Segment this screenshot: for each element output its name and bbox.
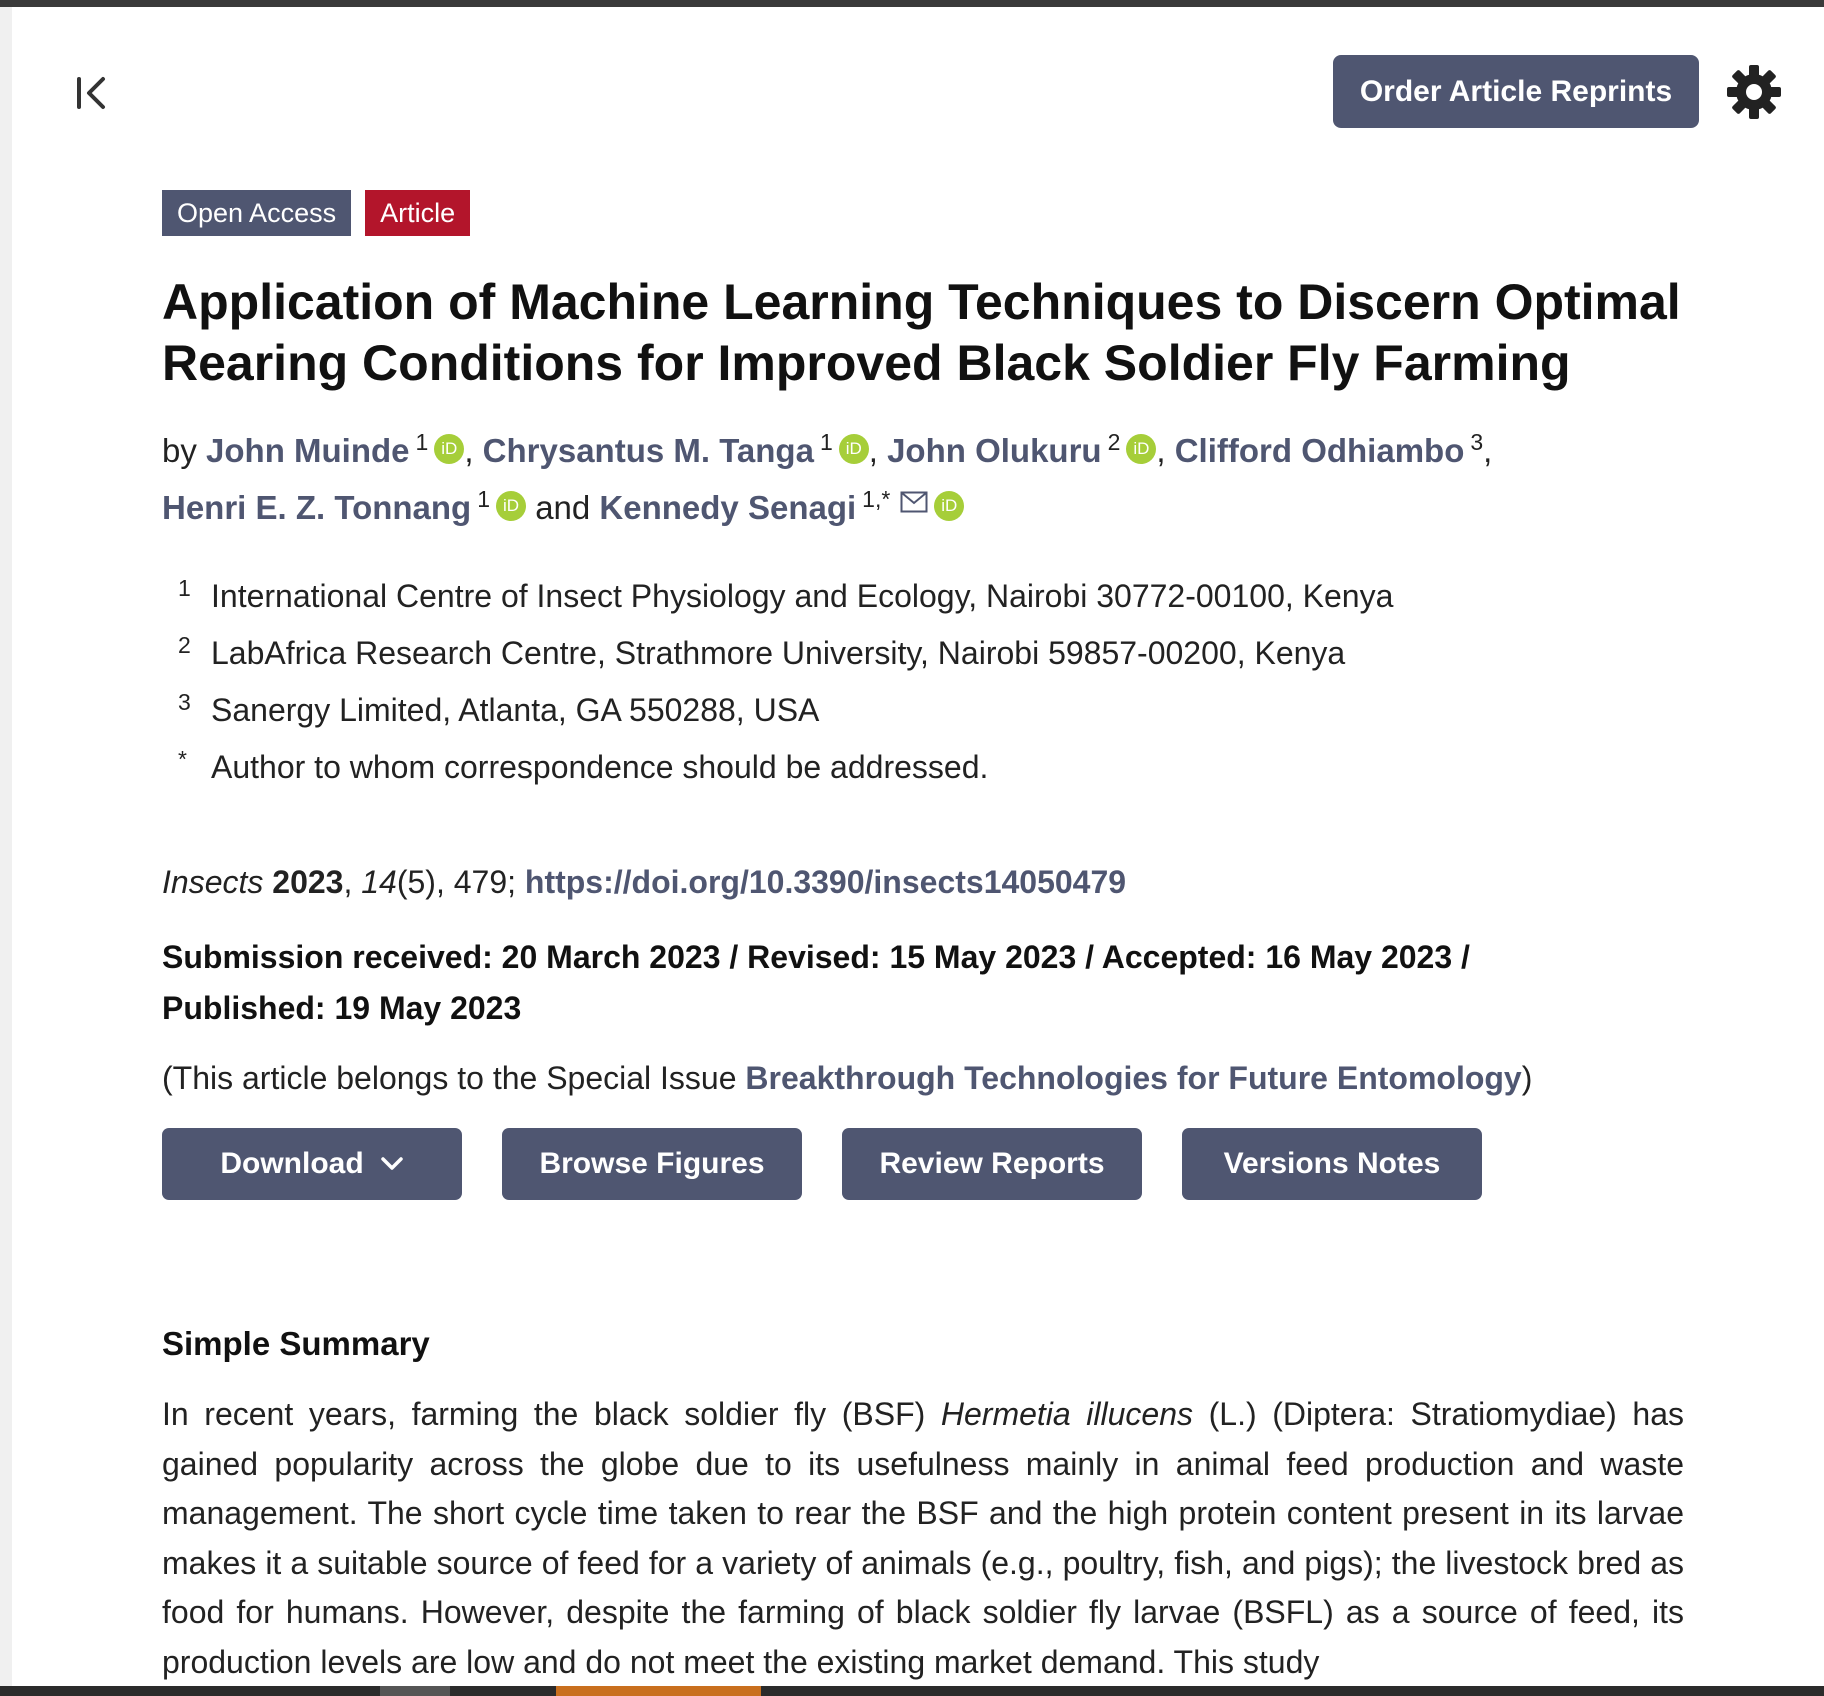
- affiliation-text: LabAfrica Research Centre, Strathmore University, Nairobi 59857-00200, Kenya: [211, 635, 1346, 671]
- article-content: [162, 190, 1684, 1687]
- author-link[interactable]: Chrysantus M. Tanga: [482, 432, 814, 469]
- affiliation-item: [178, 568, 1684, 625]
- article-actions: [162, 1128, 1684, 1200]
- article-badges: [162, 190, 1684, 236]
- special-issue-link[interactable]: Breakthrough Technologies for Future Entomology: [745, 1060, 1522, 1096]
- taskbar-strip: [0, 1686, 1824, 1696]
- affiliation-text: International Centre of Insect Physiology and Ecology, Nairobi 30772-00100, Kenya: [211, 578, 1394, 614]
- citation-volume: 14: [361, 864, 397, 900]
- author-link[interactable]: Clifford Odhiambo: [1174, 432, 1465, 469]
- author-list: by John Muinde $^1$ iD , Chrysantus M. Tanga $^1$ iD , John Olukuru $^2$ iD , Clifford Odhiambo $^3$, Henri E. Z. Tonnang $^1$ iD and Kennedy Senagi $^{1,*}$ iD: [162, 429, 1493, 526]
- review-reports-button[interactable]: Review Reports: [842, 1128, 1142, 1200]
- gear-icon: [1725, 63, 1783, 121]
- simple-summary-heading: Simple Summary: [162, 1325, 430, 1362]
- taskbar-item-active: [556, 1686, 761, 1696]
- doi-link[interactable]: https://doi.org/10.3390/insects14050479: [524, 864, 1127, 900]
- collapse-sidebar-button[interactable]: [70, 70, 116, 116]
- download-button[interactable]: [162, 1128, 462, 1200]
- author-link[interactable]: Henri E. Z. Tonnang: [162, 489, 472, 526]
- chevron-down-icon: [380, 1156, 404, 1172]
- affiliation-number: 2: [178, 632, 191, 658]
- and-label: and: [535, 489, 591, 526]
- author-affiliation: 3: [1470, 429, 1484, 455]
- collapse-left-icon: [73, 73, 113, 113]
- affiliation-number: *: [178, 746, 187, 772]
- article-title: Application of Machine Learning Techniques to Discern Optimal Rearing Conditions for Improved Black Soldier Fly Farming: [162, 274, 1681, 391]
- window-top-border: [0, 0, 1824, 7]
- citation-issue-pages: (5), 479;: [396, 864, 516, 900]
- species-name: Hermetia illucens: [940, 1396, 1194, 1432]
- author-affiliation: 1: [415, 429, 429, 455]
- orcid-icon[interactable]: iD: [434, 434, 464, 464]
- affiliation-number: 1: [178, 575, 191, 601]
- article-type-badge: Article: [365, 190, 470, 236]
- author-affiliation: 2: [1107, 429, 1121, 455]
- browse-figures-button[interactable]: Browse Figures: [502, 1128, 802, 1200]
- citation-year: 2023: [272, 864, 344, 900]
- journal-name: Insects: [162, 864, 264, 900]
- orcid-icon[interactable]: iD: [496, 491, 526, 521]
- simple-summary-text: [162, 1390, 1684, 1687]
- orcid-icon[interactable]: iD: [839, 434, 869, 464]
- special-issue-prefix: (This article belongs to the Special Issue: [162, 1060, 746, 1096]
- settings-button[interactable]: [1725, 63, 1783, 121]
- author-link[interactable]: John Olukuru: [887, 432, 1102, 469]
- affiliation-item: [178, 682, 1684, 739]
- author-affiliation: 1,*: [862, 486, 891, 512]
- affiliation-text: Author to whom correspondence should be addressed.: [211, 749, 989, 785]
- affiliation-item: [178, 739, 1684, 796]
- affiliation-number: 3: [178, 689, 191, 715]
- open-access-badge: Open Access: [162, 190, 351, 236]
- email-icon[interactable]: [900, 477, 928, 526]
- author-affiliation: 1: [819, 429, 833, 455]
- affiliation-item: [178, 625, 1684, 682]
- publication-dates: Submission received: 20 March 2023 / Revised: 15 May 2023 / Accepted: 16 May 2023 / Published: 19 May 2023: [162, 939, 1470, 1026]
- special-issue-suffix: ): [1521, 1060, 1533, 1096]
- author-affiliation: 1: [477, 486, 491, 512]
- orcid-icon[interactable]: iD: [1126, 434, 1156, 464]
- taskbar-item: [380, 1686, 450, 1696]
- special-issue-note: [162, 1058, 1684, 1098]
- affiliation-text: Sanergy Limited, Atlanta, GA 550288, USA: [211, 692, 820, 728]
- author-link[interactable]: Kennedy Senagi: [599, 489, 857, 526]
- versions-notes-button[interactable]: Versions Notes: [1182, 1128, 1482, 1200]
- by-label: by: [162, 432, 197, 469]
- author-link[interactable]: John Muinde: [206, 432, 410, 469]
- download-label: Download: [220, 1147, 364, 1180]
- summary-text-start: In recent years, farming the black soldier fly (BSF): [162, 1396, 941, 1432]
- affiliations-list: [178, 568, 1684, 796]
- citation: Insects 2023, 14(5), 479; https://doi.org/10.3390/insects14050479: [162, 864, 1127, 900]
- summary-text-rest: (L.) (Diptera: Stratiomydiae) has gained popularity across the globe due to its usefulness mainly in animal feed production and waste management. The short cycle time taken to rear the BSF and the high protein content present in its larvae makes it a suitable source of feed for a variety of animals (e.g., poultry, fish, and pigs); the livestock bred as food for humans. However, despite the farming of black soldier fly larvae (BSFL) as a source of feed, its production levels are low and do not meet the existing market demand. This study: [162, 1396, 1685, 1680]
- left-gutter: [0, 7, 12, 1687]
- orcid-icon[interactable]: iD: [934, 491, 964, 521]
- order-reprints-button[interactable]: Order Article Reprints: [1333, 55, 1699, 128]
